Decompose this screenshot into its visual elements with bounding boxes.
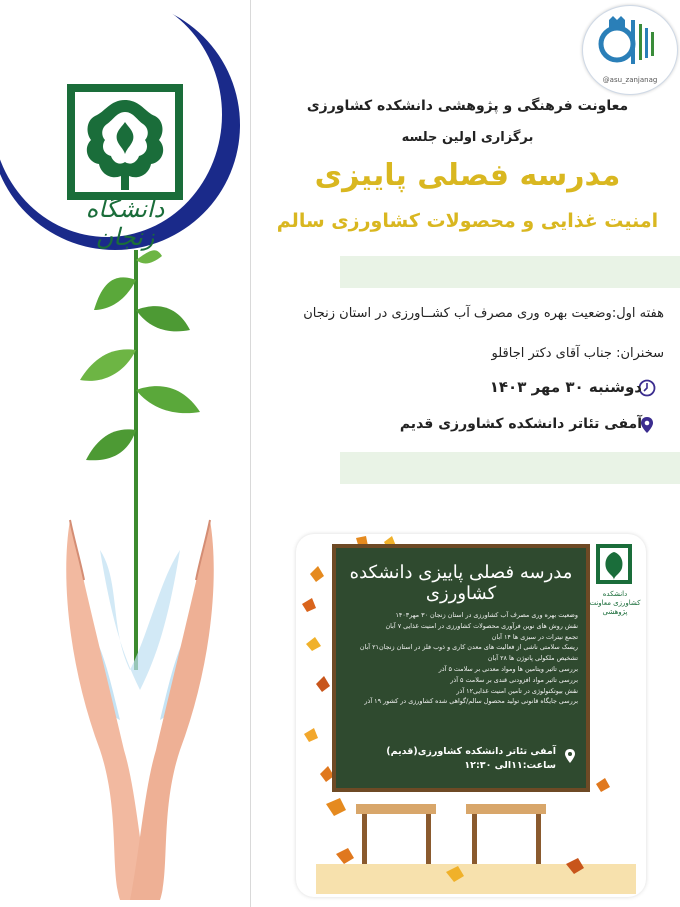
faculty-emblem-icon (583, 6, 677, 76)
school-desks-illustration (316, 784, 636, 894)
list-item: بررسی جایگاه قانونی تولید محصول سالم/گواهی شده کشاورزی در کشور ۱۹ آذر (364, 697, 578, 706)
list-item: نقش بیوتکنولوژی در تامین امنیت غذایی۱۲ آذر (456, 686, 578, 695)
poster-title: مدرسه فصلی پاییزی دانشکده کشاورزی (349, 562, 573, 604)
event-subtitle: امنیت غذایی و محصولات کشاورزی سالم (276, 210, 659, 232)
week-topic: هفته اول:وضعیت بهره وری مصرف آب کشــاورزی در استان زنجان (303, 306, 664, 321)
left-banner (0, 0, 251, 907)
event-intro-line: برگزاری اولین جلسه (401, 130, 534, 145)
divider-bar-bottom (340, 452, 680, 484)
hands-plant-illustration (40, 250, 240, 900)
event-venue: آمفی تئاتر دانشکده کشاورزی قدیم (399, 416, 642, 432)
list-item: وضعیت بهره وری مصرف آب کشاورزی در استان زنجان ۳۰ مهر۱۴۰۳ (395, 611, 578, 619)
list-item: بررسی تاثیر ویتامین ها ومواد معدنی بر سلامت ۵ آذر (438, 664, 578, 673)
chalkboard (332, 544, 590, 792)
list-item: نقش روش های نوین فرآوری محصولات کشاورزی در امنیت غذایی ۷ آبان (385, 621, 578, 630)
event-title: مدرسه فصلی پاییزی (314, 158, 621, 193)
poster-logo-text: دانشکده کشاورزی معاونت پژوهشی (589, 590, 641, 616)
faculty-instagram-logo (582, 5, 678, 95)
schedule-poster (296, 534, 646, 897)
event-date: دوشنبه ۳۰ مهر ۱۴۰۳ (489, 378, 642, 396)
organizer-line: معاونت فرهنگی و پژوهشی دانشکده کشاورزی (306, 98, 629, 114)
list-item: بررسی تاثیر مواد افزودنی قندی بر سلامت ۵ آذر (450, 675, 578, 684)
university-emblem-icon (65, 82, 185, 202)
topic-list (340, 610, 578, 707)
instagram-handle: @asu_zanjanag (602, 76, 658, 84)
poster-venue: آمفی تئاتر دانشکده کشاورزی(قدیم) (386, 746, 556, 757)
university-logo-text: دانشگاه زنجان (85, 195, 165, 251)
list-item: تشخیص ملکولی پاتوژن ها ۲۸ آبان (487, 654, 578, 663)
divider-bar-top (340, 256, 680, 288)
location-pin-icon (564, 748, 576, 764)
poster-time: ساعت:۱۱الی ۱۲:۳۰ (464, 760, 556, 771)
speaker-line: سخنران: جناب آقای دکتر اجاقلو (491, 346, 664, 361)
list-item: تجمع نیترات در سبزی ها ۱۴ آبان (491, 632, 578, 641)
list-item: ریسک سلامتی ناشی از فعالیت های معدن کاری و ذوب فلز در استان زنجان۲۱ آبان (359, 643, 578, 652)
